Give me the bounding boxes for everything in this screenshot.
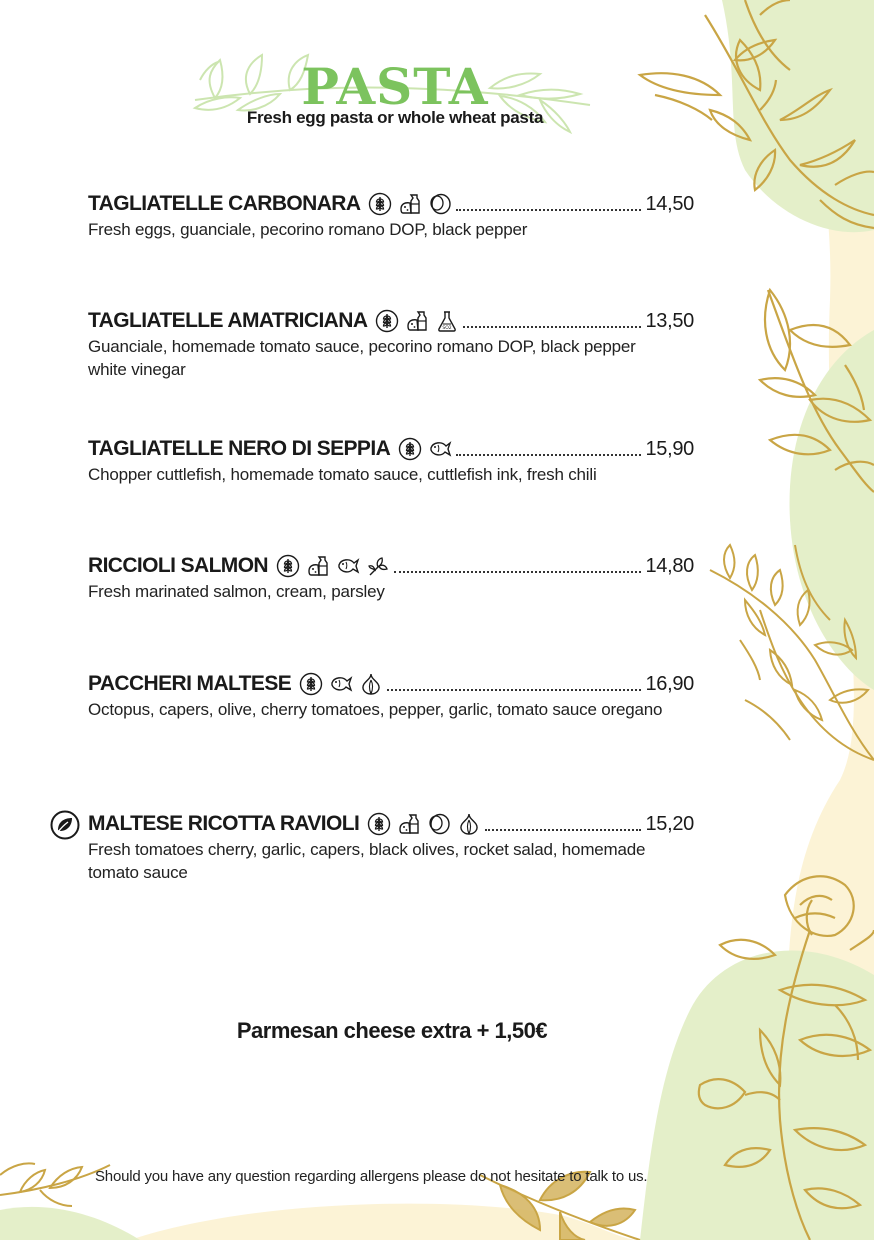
menu-item	[88, 810, 694, 884]
menu-title: PASTA	[301, 57, 489, 116]
item-description: Fresh eggs, guanciale, pecorino romano DOP, black pepper	[88, 220, 528, 239]
item-description: Guanciale, homemade tomato sauce, pecorino romano DOP, black pepper white vinegar	[88, 337, 636, 379]
menu-subtitle: Fresh egg pasta or whole wheat pasta	[246, 108, 544, 127]
fish-icon	[336, 554, 360, 578]
item-price: 14,80	[645, 554, 694, 577]
item-name: PACCHERI MALTESE	[88, 672, 292, 695]
item-description: Chopper cuttlefish, homemade tomato sauce, cuttlefish ink, fresh chili	[88, 465, 597, 484]
allergen-icons	[375, 309, 459, 333]
dot-leader	[456, 209, 641, 211]
garlic-icon	[457, 812, 481, 836]
dot-leader	[456, 454, 641, 456]
fish-icon	[329, 672, 353, 696]
dot-leader	[463, 326, 641, 328]
green-blob-bottom-right	[640, 950, 874, 1240]
garlic-icon	[359, 672, 383, 696]
wheat-icon	[276, 554, 300, 578]
menu-item	[88, 670, 694, 721]
item-name: TAGLIATELLE NERO DI SEPPIA	[88, 437, 391, 460]
item-price: 13,50	[645, 309, 694, 332]
item-price: 15,20	[645, 812, 694, 835]
item-price: 14,50	[645, 192, 694, 215]
wheat-icon	[367, 812, 391, 836]
dairy-icon	[398, 192, 422, 216]
dot-leader	[394, 571, 641, 573]
menu-item	[88, 435, 694, 486]
item-price: 15,90	[645, 437, 694, 460]
dairy-icon	[306, 554, 330, 578]
menu-item	[88, 190, 694, 241]
vegetarian-leaf-icon	[50, 810, 80, 840]
wheat-icon	[299, 672, 323, 696]
allergen-footer-note: Should you have any question regarding allergens please do not hesitate to talk to us.	[95, 1168, 648, 1185]
wheat-icon	[375, 309, 399, 333]
item-name: MALTESE RICOTTA RAVIOLI	[88, 812, 360, 835]
extra-note: Parmesan cheese extra + 1,50€	[236, 1018, 548, 1043]
item-name: RICCIOLI SALMON	[88, 554, 268, 577]
allergen-icons	[398, 437, 452, 461]
item-description: Fresh tomatoes cherry, garlic, capers, black olives, rocket salad, homemade tomato sauce	[88, 840, 646, 882]
egg-icon	[428, 192, 452, 216]
wheat-icon	[398, 437, 422, 461]
allergen-icons	[276, 554, 390, 578]
green-blob-bottom-left	[0, 1207, 140, 1240]
item-name: TAGLIATELLE CARBONARA	[88, 192, 361, 215]
item-description: Octopus, capers, olive, cherry tomatoes, pepper, garlic, tomato sauce oregano	[88, 700, 663, 719]
wheat-icon	[368, 192, 392, 216]
menu-header	[190, 57, 600, 128]
menu-item	[88, 307, 694, 381]
dairy-icon	[397, 812, 421, 836]
allergen-icons	[367, 812, 481, 836]
item-price: 16,90	[645, 672, 694, 695]
item-name: TAGLIATELLE AMATRICIANA	[88, 309, 368, 332]
fish-icon	[428, 437, 452, 461]
dot-leader	[485, 829, 641, 831]
celery-icon	[366, 554, 390, 578]
dairy-icon	[405, 309, 429, 333]
item-description: Fresh marinated salmon, cream, parsley	[88, 582, 385, 601]
menu-item	[88, 552, 694, 603]
dot-leader	[387, 689, 641, 691]
gold-sprig-bottom-left	[0, 1163, 110, 1206]
egg-icon	[427, 812, 451, 836]
allergen-icons	[368, 192, 452, 216]
allergen-icons	[299, 672, 383, 696]
sulphite-flask-icon	[435, 309, 459, 333]
